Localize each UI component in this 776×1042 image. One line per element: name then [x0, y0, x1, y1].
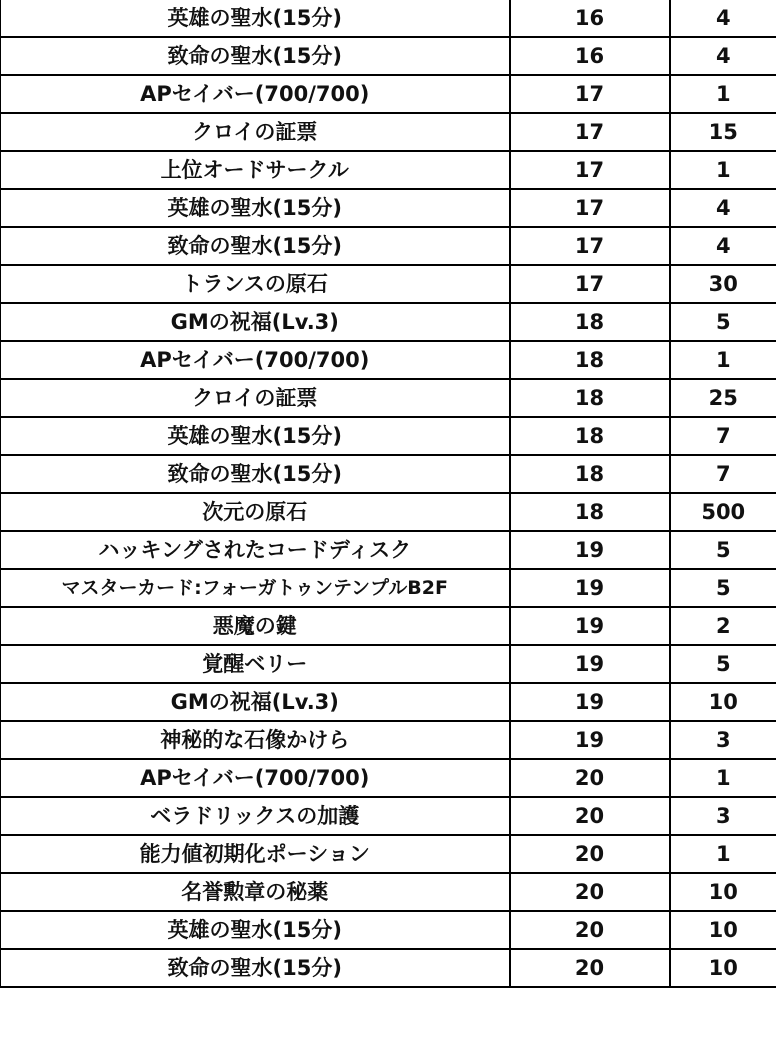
table-row: [1, 835, 776, 873]
level-cell: 18: [510, 341, 670, 379]
table-row: [1, 683, 776, 721]
item-name-cell: APセイバー(700/700): [1, 341, 510, 379]
quantity-cell: 5: [670, 303, 776, 341]
quantity-cell: 4: [670, 227, 776, 265]
item-name-cell: 英雄の聖水(15分): [1, 417, 510, 455]
table-row: [1, 341, 776, 379]
item-name-cell: 致命の聖水(15分): [1, 455, 510, 493]
quantity-cell: 10: [670, 911, 776, 949]
level-cell: 19: [510, 531, 670, 569]
quantity-cell: 10: [670, 683, 776, 721]
table-row: [1, 721, 776, 759]
quantity-cell: 3: [670, 721, 776, 759]
table-row: [1, 37, 776, 75]
table-row: [1, 265, 776, 303]
table-row: [1, 797, 776, 835]
level-cell: 16: [510, 0, 670, 37]
table-row: [1, 151, 776, 189]
level-cell: 19: [510, 607, 670, 645]
table-row: [1, 227, 776, 265]
quantity-cell: 4: [670, 37, 776, 75]
table-row: [1, 0, 776, 37]
level-cell: 17: [510, 227, 670, 265]
table-row: [1, 417, 776, 455]
item-name-cell: 次元の原石: [1, 493, 510, 531]
quantity-cell: 4: [670, 0, 776, 37]
level-cell: 17: [510, 113, 670, 151]
quantity-cell: 2: [670, 607, 776, 645]
level-cell: 20: [510, 911, 670, 949]
quantity-cell: 10: [670, 949, 776, 987]
quantity-cell: 4: [670, 189, 776, 227]
level-cell: 18: [510, 303, 670, 341]
item-name-cell: トランスの原石: [1, 265, 510, 303]
level-cell: 20: [510, 949, 670, 987]
item-name-cell: 英雄の聖水(15分): [1, 0, 510, 37]
table-row: [1, 759, 776, 797]
level-cell: 19: [510, 645, 670, 683]
level-cell: 20: [510, 759, 670, 797]
item-name-cell: 英雄の聖水(15分): [1, 911, 510, 949]
quantity-cell: 25: [670, 379, 776, 417]
item-name-cell: GMの祝福(Lv.3): [1, 683, 510, 721]
quantity-cell: 1: [670, 151, 776, 189]
table-row: [1, 113, 776, 151]
item-name-cell: クロイの証票: [1, 379, 510, 417]
quantity-cell: 1: [670, 759, 776, 797]
table-row: [1, 873, 776, 911]
quantity-cell: 500: [670, 493, 776, 531]
level-cell: 17: [510, 265, 670, 303]
level-cell: 19: [510, 721, 670, 759]
item-name-cell: APセイバー(700/700): [1, 759, 510, 797]
level-cell: 20: [510, 873, 670, 911]
level-cell: 18: [510, 379, 670, 417]
level-cell: 20: [510, 835, 670, 873]
item-name-cell: 致命の聖水(15分): [1, 227, 510, 265]
level-cell: 16: [510, 37, 670, 75]
quantity-cell: 3: [670, 797, 776, 835]
level-cell: 18: [510, 417, 670, 455]
level-cell: 17: [510, 151, 670, 189]
item-name-cell: クロイの証票: [1, 113, 510, 151]
table-row: [1, 949, 776, 987]
item-name-cell: 神秘的な石像かけら: [1, 721, 510, 759]
item-name-cell: ハッキングされたコードディスク: [1, 531, 510, 569]
quantity-cell: 5: [670, 569, 776, 607]
quantity-cell: 1: [670, 835, 776, 873]
level-cell: 18: [510, 455, 670, 493]
table-row: [1, 379, 776, 417]
level-cell: 19: [510, 569, 670, 607]
item-name-cell: 能力値初期化ポーション: [1, 835, 510, 873]
quantity-cell: 7: [670, 417, 776, 455]
table-row: [1, 303, 776, 341]
reward-table-body: [1, 0, 776, 987]
table-row: [1, 493, 776, 531]
quantity-cell: 5: [670, 645, 776, 683]
level-cell: 19: [510, 683, 670, 721]
quantity-cell: 7: [670, 455, 776, 493]
item-name-cell: 上位オードサークル: [1, 151, 510, 189]
table-row: [1, 911, 776, 949]
quantity-cell: 10: [670, 873, 776, 911]
table-row: [1, 569, 776, 607]
item-name-cell: APセイバー(700/700): [1, 75, 510, 113]
level-cell: 20: [510, 797, 670, 835]
level-cell: 17: [510, 189, 670, 227]
table-row: [1, 645, 776, 683]
item-name-cell: マスターカード:フォーガトゥンテンプルB2F: [1, 569, 510, 607]
item-name-cell: GMの祝福(Lv.3): [1, 303, 510, 341]
quantity-cell: 1: [670, 75, 776, 113]
item-name-cell: 英雄の聖水(15分): [1, 189, 510, 227]
level-cell: 18: [510, 493, 670, 531]
item-name-cell: 悪魔の鍵: [1, 607, 510, 645]
item-name-cell: 覚醒ベリー: [1, 645, 510, 683]
level-cell: 17: [510, 75, 670, 113]
table-row: [1, 189, 776, 227]
item-name-cell: 致命の聖水(15分): [1, 37, 510, 75]
table-row: [1, 455, 776, 493]
quantity-cell: 15: [670, 113, 776, 151]
table-row: [1, 75, 776, 113]
item-name-cell: ベラドリックスの加護: [1, 797, 510, 835]
table-row: [1, 607, 776, 645]
table-row: [1, 531, 776, 569]
quantity-cell: 5: [670, 531, 776, 569]
item-name-cell: 名誉勲章の秘薬: [1, 873, 510, 911]
item-name-cell: 致命の聖水(15分): [1, 949, 510, 987]
quantity-cell: 30: [670, 265, 776, 303]
quantity-cell: 1: [670, 341, 776, 379]
